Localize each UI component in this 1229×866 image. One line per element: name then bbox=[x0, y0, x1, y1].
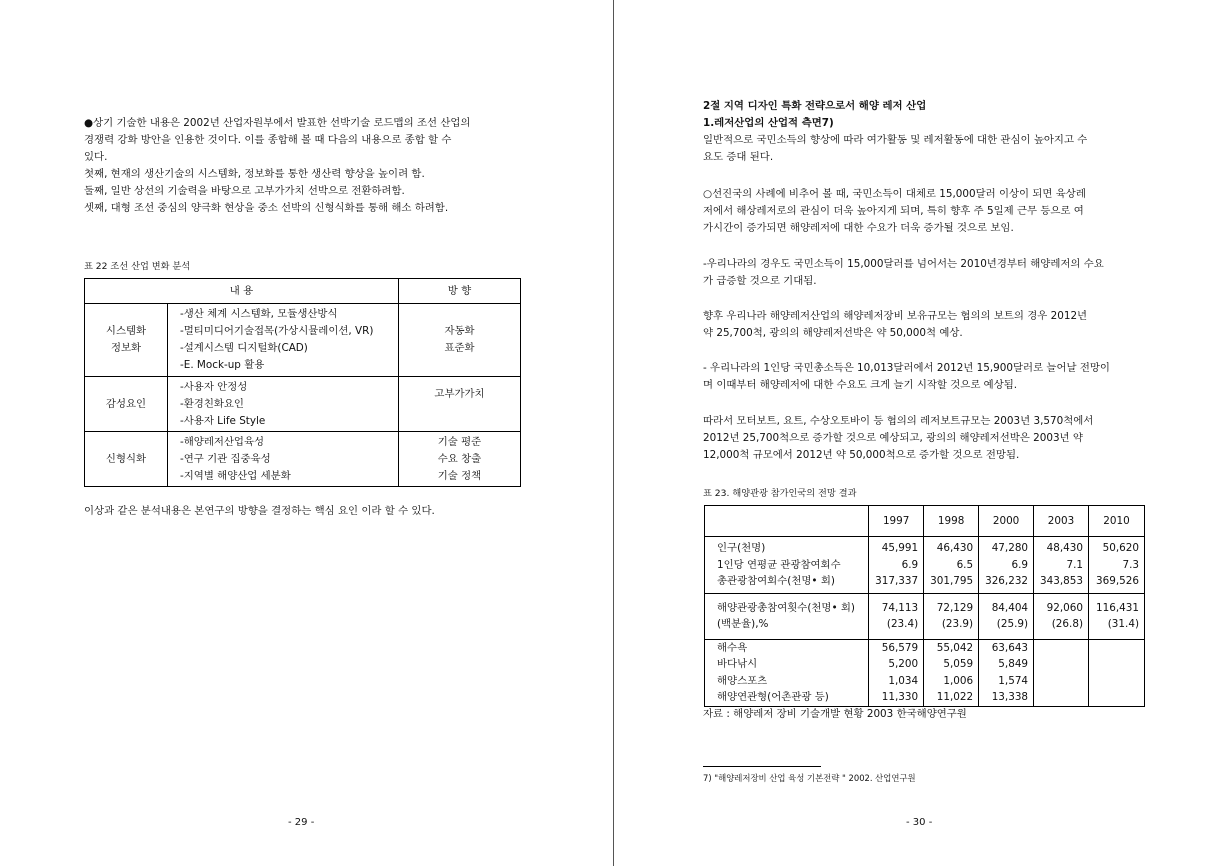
table22-wrapper bbox=[84, 278, 521, 487]
paragraph-line: 2012년 25,700척으로 증가할 것으로 예상되고, 광의의 해양레저선박은 2003년 약 bbox=[703, 432, 1083, 444]
intro-line: ●상기 기술한 내용은 2002년 산업자원부에서 발표한 선박기술 로드맵의 조선 산업의 bbox=[84, 117, 471, 129]
value-cell: 46,430 6.5 301,795 bbox=[924, 537, 979, 594]
table23-header-row bbox=[705, 506, 1145, 537]
category-line: 신형식화 bbox=[105, 452, 147, 465]
paragraph-line: 일반적으로 국민소득의 향상에 따라 여가활동 및 레저활동에 대한 관심이 높아지고 수 bbox=[703, 134, 1088, 146]
item-line: -환경친화요인 bbox=[180, 397, 244, 410]
value-cell: 63,643 5,849 1,574 13,338 bbox=[979, 639, 1034, 706]
direction-line: 기술 평준 bbox=[437, 435, 482, 448]
table23-wrapper bbox=[704, 505, 1145, 707]
intro-line: 경쟁력 강화 방안을 인용한 것이다. 이를 종합해 볼 때 다음의 내용으로 종합 할 수 bbox=[84, 134, 452, 146]
year-header: 1998 bbox=[924, 506, 979, 537]
intro-line: 첫째, 현재의 생산기술의 시스템화, 정보화를 통한 생산력 향상을 높이려 함. bbox=[84, 168, 425, 180]
paragraph-line: - 우리나라의 1인당 국민총소득은 10,013달러에서 2012년 15,900달러로 늘어날 전망이 bbox=[703, 362, 1110, 374]
item-line: -사용자 안정성 bbox=[180, 380, 248, 393]
paragraph bbox=[703, 308, 1145, 342]
item-line: -지역별 해양산업 세분화 bbox=[180, 469, 291, 482]
value-cell: 74,113 (23.4) bbox=[869, 593, 924, 639]
direction-line: 수요 창출 bbox=[437, 452, 482, 465]
table22-direction bbox=[399, 432, 521, 487]
value-cell: 92,060 (26.8) bbox=[1034, 593, 1089, 639]
row-label: 해양스포츠 bbox=[717, 674, 768, 687]
table22-items bbox=[168, 377, 399, 432]
table-row bbox=[705, 537, 1145, 594]
category-line: 감성요인 bbox=[105, 397, 147, 410]
intro-line: 둘째, 일반 상선의 기술력을 바탕으로 고부가가치 선박으로 전환하려함. bbox=[84, 185, 405, 197]
value-cell: 72,129 (23.9) bbox=[924, 593, 979, 639]
value-cell: 45,991 6.9 317,337 bbox=[869, 537, 924, 594]
paragraph-line: 약 25,700척, 광의의 해양레저선박은 약 50,000척 예상. bbox=[703, 327, 963, 339]
table-row bbox=[85, 304, 521, 377]
paragraph-line: -우리나라의 경우도 국민소득이 15,000달러를 넘어서는 2010년경부터 해양레저의 수요 bbox=[703, 258, 1104, 270]
table-row bbox=[705, 593, 1145, 639]
item-line: -사용자 Life Style bbox=[180, 414, 266, 427]
intro-line: 셋째, 대형 조선 중심의 양극화 현상을 중소 선박의 신형식화를 통해 해소 하려함. bbox=[84, 202, 449, 214]
footnote: 7) "해양레저장비 산업 육성 기본전략 " 2002. 산업연구원 bbox=[703, 773, 916, 783]
item-line: -해양레저산업육성 bbox=[180, 435, 265, 448]
table22-header-content: 내 용 bbox=[85, 279, 399, 304]
year-header: 2010 bbox=[1089, 506, 1145, 537]
row-label: (백분율),% bbox=[717, 618, 769, 630]
footnote-rule bbox=[703, 766, 821, 767]
table22-category bbox=[85, 304, 168, 377]
row-label: 총관광참여회수(천명• 회) bbox=[717, 575, 835, 587]
paragraph-line: 가 급증할 것으로 기대됨. bbox=[703, 275, 817, 287]
table22-direction bbox=[399, 304, 521, 377]
item-line: -E. Mock-up 활용 bbox=[180, 359, 265, 371]
table23-source: 자료 : 해양레저 장비 기술개발 현황 2003 한국해양연구원 bbox=[703, 708, 967, 720]
paragraph-line: 저에서 해상레저로의 관심이 더욱 높아지게 되며, 특히 향후 주 5일제 근무 등으로 여 bbox=[703, 205, 1084, 217]
row-label: 1인당 연평균 관광참여회수 bbox=[717, 558, 841, 571]
page-divider bbox=[613, 0, 614, 866]
row-label: 해양연관형(어촌관광 등) bbox=[717, 691, 829, 703]
group-labels bbox=[705, 537, 869, 594]
row-label: 해양관광총참여횟수(천명• 회) bbox=[717, 601, 855, 614]
value-cell: 56,579 5,200 1,034 11,330 bbox=[869, 639, 924, 706]
table-row bbox=[85, 377, 521, 432]
paragraph-line: 며 이때부터 해양레저에 대한 수요도 크게 늘기 시작할 것으로 예상됨. bbox=[703, 379, 1018, 391]
table-row bbox=[85, 432, 521, 487]
right-heading-block bbox=[703, 98, 1145, 166]
paragraph-line: 가시간이 증가되면 해양레저에 대한 수요가 더욱 증가될 것으로 보임. bbox=[703, 222, 1014, 234]
paragraph bbox=[703, 413, 1145, 464]
table-row bbox=[705, 639, 1145, 706]
category-line: 정보화 bbox=[110, 342, 142, 354]
value-cell-empty bbox=[1089, 639, 1145, 706]
item-line: -설계시스템 디지털화(CAD) bbox=[180, 342, 308, 354]
value-cell: 50,620 7.3 369,526 bbox=[1089, 537, 1145, 594]
year-header: 1997 bbox=[869, 506, 924, 537]
table22-direction bbox=[399, 377, 521, 432]
value-cell: 84,404 (25.9) bbox=[979, 593, 1034, 639]
direction-line: 자동화 bbox=[444, 325, 475, 337]
left-conclusion: 이상과 같은 분석내용은 본연구의 방향을 결정하는 핵심 요인 이라 할 수 있다. bbox=[84, 505, 435, 517]
category-line: 시스템화 bbox=[105, 325, 147, 337]
table22-header-direction: 방 향 bbox=[399, 279, 521, 304]
row-label: 해수욕 bbox=[717, 641, 748, 654]
group-labels bbox=[705, 639, 869, 706]
paragraph-line: 12,000척 규모에서 2012년 약 50,000척으로 증가할 것으로 전망됨. bbox=[703, 449, 1020, 461]
paragraph bbox=[703, 186, 1145, 237]
paragraph-line: 요도 증대 된다. bbox=[703, 151, 774, 163]
item-line: -멀티미디어기술접목(가상시뮬레이션, VR) bbox=[180, 325, 374, 337]
year-header: 2000 bbox=[979, 506, 1034, 537]
table23-caption: 표 23. 해양관광 참가인국의 전망 결과 bbox=[703, 488, 857, 499]
paragraph-line: 따라서 모터보트, 요트, 수상오토바이 등 협의의 레저보트규모는 2003년 3,570척에서 bbox=[703, 415, 1094, 427]
value-cell: 116,431 (31.4) bbox=[1089, 593, 1145, 639]
value-cell: 48,430 7.1 343,853 bbox=[1034, 537, 1089, 594]
value-cell-empty bbox=[1034, 639, 1089, 706]
direction-line: 고부가가치 bbox=[434, 388, 485, 400]
table22-category bbox=[85, 432, 168, 487]
intro-line: 있다. bbox=[84, 151, 108, 163]
direction-line: 표준화 bbox=[444, 342, 475, 354]
table22-items bbox=[168, 432, 399, 487]
table23 bbox=[704, 505, 1145, 707]
table22-items bbox=[168, 304, 399, 377]
group-labels bbox=[705, 593, 869, 639]
paragraph bbox=[703, 360, 1145, 394]
direction-line: 기술 정책 bbox=[437, 469, 482, 482]
left-intro-paragraph bbox=[84, 115, 524, 217]
table22-category bbox=[85, 377, 168, 432]
item-line: -생산 체계 시스템화, 모듈생산방식 bbox=[180, 308, 338, 320]
table22-caption: 표 22 조선 산업 변화 분석 bbox=[84, 261, 191, 272]
paragraph-line: ○선진국의 사례에 비추어 볼 때, 국민소득이 대체로 15,000달러 이상이 되면 육상레 bbox=[703, 188, 1086, 200]
paragraph-line: 향후 우리나라 해양레저산업의 해양레저장비 보유규모는 협의의 보트의 경우 2012년 bbox=[703, 310, 1088, 322]
section-heading: 2절 지역 디자인 특화 전략으로서 해양 레저 산업 bbox=[703, 100, 927, 112]
page-number-left: - 29 - bbox=[288, 817, 315, 828]
value-cell: 55,042 5,059 1,006 11,022 bbox=[924, 639, 979, 706]
item-line: -연구 기관 집중육성 bbox=[180, 452, 271, 465]
year-header: 2003 bbox=[1034, 506, 1089, 537]
row-label: 인구(천명) bbox=[717, 542, 766, 554]
paragraph bbox=[703, 132, 1145, 166]
row-label: 바다낚시 bbox=[717, 658, 758, 670]
section-subheading: 1.레저산업의 산업적 측면7) bbox=[703, 117, 834, 129]
table23-corner bbox=[705, 506, 869, 537]
paragraph bbox=[703, 256, 1145, 290]
table22 bbox=[84, 278, 521, 487]
page-number-right: - 30 - bbox=[906, 817, 933, 828]
value-cell: 47,280 6.9 326,232 bbox=[979, 537, 1034, 594]
